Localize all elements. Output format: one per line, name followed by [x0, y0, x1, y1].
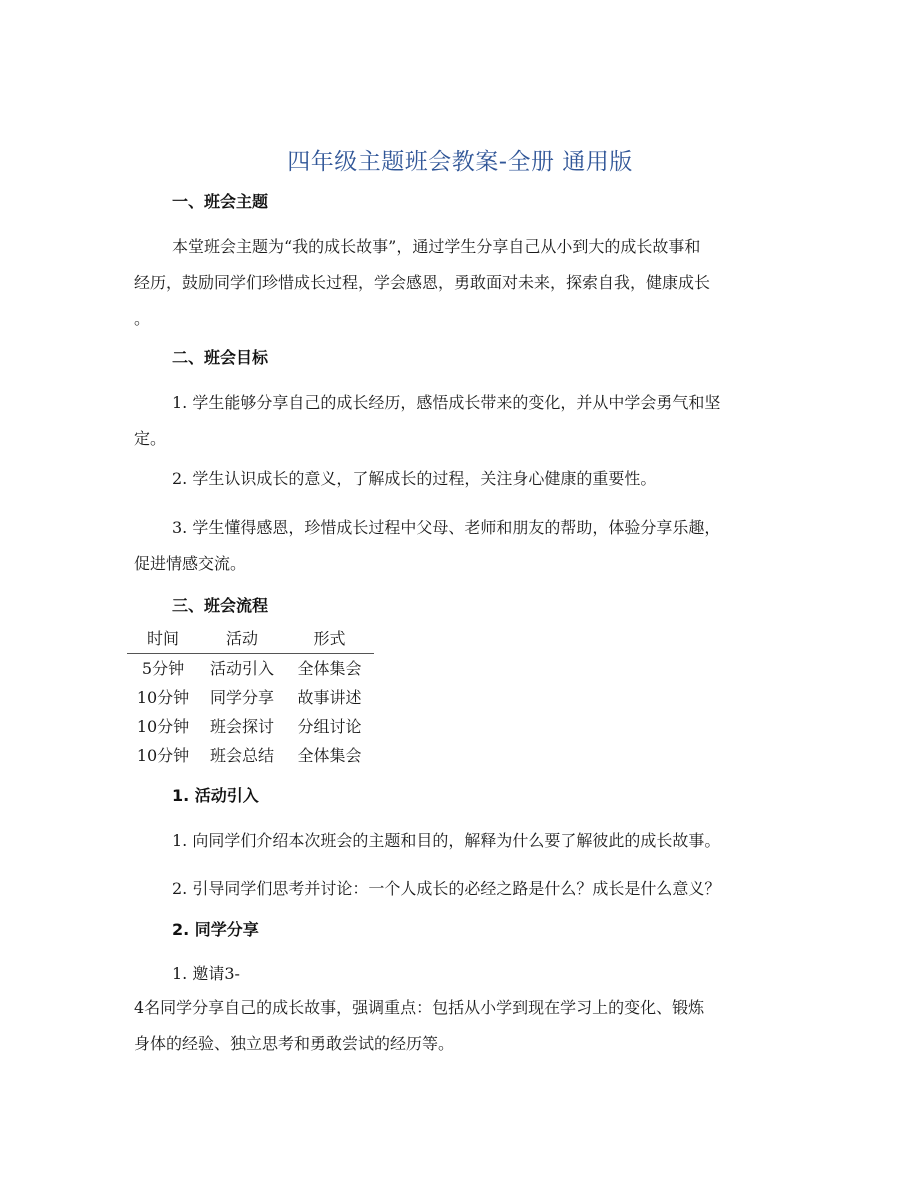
- table-row: [127, 712, 374, 741]
- table-cell-format: 全体集会: [297, 659, 362, 678]
- table-cell-format: 全体集会: [297, 746, 362, 765]
- goal-item-3: [134, 510, 786, 582]
- theme-line-2: 经历，鼓励同学们珍惜成长过程，学会感恩，勇敢面对未来，探索自我，健康成长: [134, 273, 711, 292]
- intro-item-1: [134, 823, 786, 859]
- table-row: [127, 741, 374, 770]
- theme-line-3: 。: [134, 309, 151, 328]
- goal-item-2: [134, 461, 786, 497]
- sharing-line-2: 4名同学分享自己的成长故事，强调重点：包括从小学到现在学习上的变化、锻炼: [134, 998, 705, 1017]
- table-header-row: [127, 624, 374, 654]
- table-header-time: 时间: [146, 629, 179, 648]
- goal-1-line-1: 1. 学生能够分享自己的成长经历，感悟成长带来的变化，并从中学会勇气和坚: [172, 393, 721, 412]
- sharing-line-3: 身体的经验、独立思考和勇敢尝试的经历等。: [134, 1034, 455, 1053]
- section-heading-goals: 二、班会目标: [172, 348, 269, 367]
- table-header-format: 形式: [313, 629, 346, 648]
- theme-paragraph: [134, 229, 786, 337]
- table-cell-format: 故事讲述: [297, 688, 362, 707]
- table-cell-time: 10分钟: [136, 717, 190, 736]
- table-cell-time: 5分钟: [141, 659, 185, 678]
- sharing-item-1: [134, 958, 786, 1062]
- goal-2-line-1: 2. 学生认识成长的意义，了解成长的过程，关注身心健康的重要性。: [172, 469, 657, 488]
- table-cell-activity: 活动引入: [209, 659, 274, 678]
- table-cell-time: 10分钟: [136, 746, 190, 765]
- table-cell-time: 10分钟: [136, 688, 190, 707]
- goal-3-line-2: 促进情感交流。: [134, 554, 247, 573]
- table-row: [127, 683, 374, 712]
- table-cell-activity: 班会探讨: [209, 717, 274, 736]
- process-table: [127, 624, 374, 770]
- intro-item-2: [134, 871, 786, 907]
- intro-item-1-text: 1. 向同学们介绍本次班会的主题和目的，解释为什么要了解彼此的成长故事。: [172, 831, 721, 850]
- goal-1-line-2: 定。: [134, 429, 167, 448]
- table-cell-activity: 班会总结: [209, 746, 274, 765]
- subsection-heading-intro: 1. 活动引入: [172, 786, 259, 805]
- table-cell-activity: 同学分享: [209, 688, 274, 707]
- table-header-activity: 活动: [225, 629, 258, 648]
- theme-line-1: 本堂班会主题为“我的成长故事”，通过学生分享自己从小到大的成长故事和: [172, 237, 701, 256]
- section-heading-theme: 一、班会主题: [172, 192, 269, 211]
- document-title: 四年级主题班会教案-全册 通用版: [287, 149, 633, 175]
- intro-item-2-text: 2. 引导同学们思考并讨论：一个人成长的必经之路是什么？成长是什么意义？: [172, 879, 721, 898]
- table-cell-format: 分组讨论: [297, 717, 362, 736]
- section-heading-process: 三、班会流程: [172, 596, 269, 615]
- sharing-line-1: 1. 邀请3-: [172, 964, 240, 983]
- table-row: [127, 654, 374, 683]
- goal-item-1: [134, 385, 786, 457]
- subsection-heading-sharing: 2. 同学分享: [172, 920, 259, 939]
- goal-3-line-1: 3. 学生懂得感恩，珍惜成长过程中父母、老师和朋友的帮助，体验分享乐趣，: [172, 518, 721, 537]
